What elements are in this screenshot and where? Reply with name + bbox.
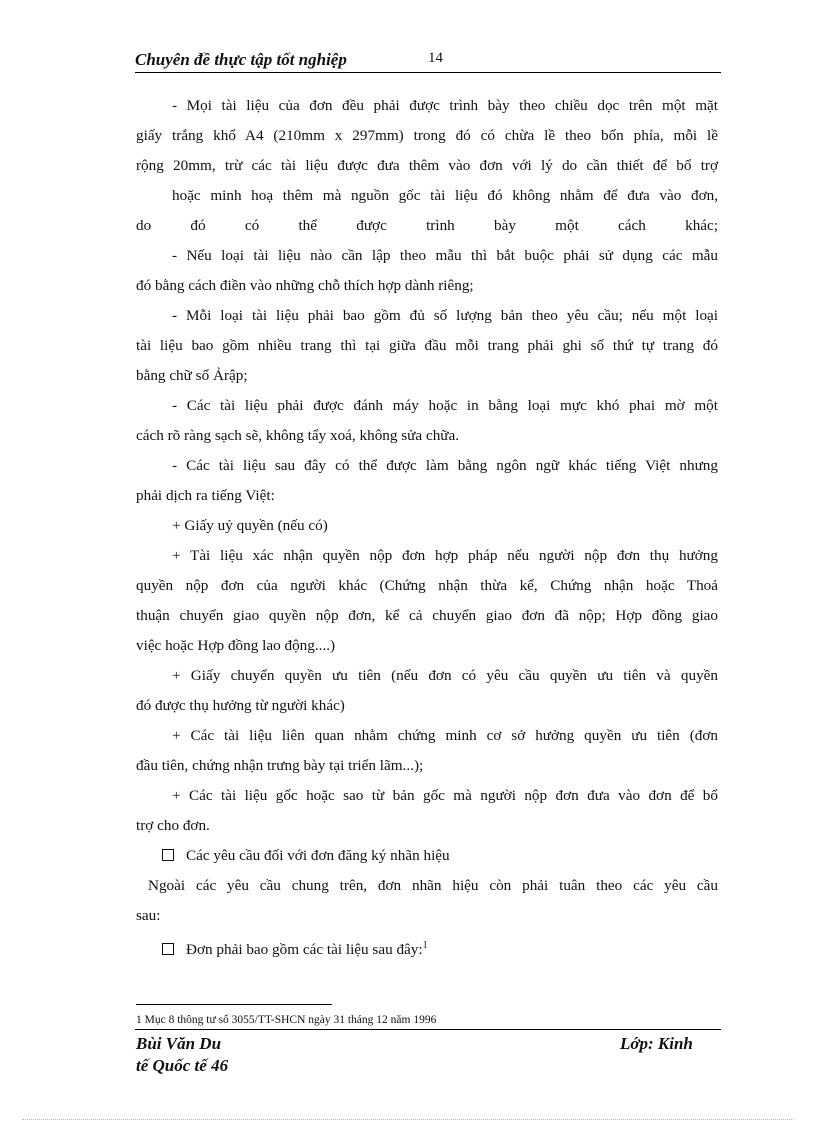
body-line: - Nếu loại tài liệu nào cần lập theo mẫu thì bắt buộc phải sử dụng các mẫu xyxy=(172,247,718,264)
footer-class-label: Lớp: Kinh xyxy=(620,1034,693,1053)
body-line: cách rõ ràng sạch sẽ, không tẩy xoá, không sửa chữa. xyxy=(136,427,460,444)
footnote-text: 1 Mục 8 thông tư số 3055/TT-SHCN ngày 31 tháng 12 năm 1996 xyxy=(136,1014,437,1026)
body-line: + Các tài liệu liên quan nhằm chứng minh cơ sở hưởng quyền ưu tiên (đơn xyxy=(172,727,718,744)
body-line: + Giấy uỷ quyền (nếu có) xyxy=(172,517,328,534)
footer-divider xyxy=(135,1029,721,1030)
body-line: + Các tài liệu gốc hoặc sao từ bản gốc mà người nộp đơn đưa vào đơn để bổ xyxy=(172,787,718,804)
body-line: + Giấy chuyển quyền ưu tiên (nếu đơn có yêu cầu quyền ưu tiên và quyền xyxy=(172,667,718,684)
body-line: phải dịch ra tiếng Việt: xyxy=(136,487,275,504)
body-line: - Các tài liệu sau đây có thể được làm bằng ngôn ngữ khác tiếng Việt nhưng xyxy=(172,457,718,474)
footer-author: Bùi Văn Du xyxy=(136,1034,222,1053)
body-line: trợ cho đơn. xyxy=(136,817,210,834)
body-line: đó được thụ hưởng từ người khác) xyxy=(136,697,345,714)
body-line: - Mỗi loại tài liệu phải bao gồm đủ số lượng bản theo yêu cầu; nếu một loại xyxy=(172,307,718,324)
list-item xyxy=(162,846,744,866)
body-line: đó bằng cách điền vào những chỗ thích hợp dành riêng; xyxy=(136,277,474,294)
body-line: thuận chuyển giao quyền nộp đơn, kể cả chuyển giao đơn đã nộp; Hợp đồng giao xyxy=(136,607,718,624)
body-line: giấy trắng khổ A4 (210mm x 297mm) trong đó có chừa lề theo bốn phía, mỗi lề xyxy=(136,127,718,144)
body-line: đầu tiên, chứng nhận trưng bày tại triển lãm...); xyxy=(136,757,424,774)
footnote-reference: 1 xyxy=(422,940,428,951)
document-header-title: Chuyên đề thực tập tốt nghiệp xyxy=(135,50,347,69)
body-line: việc hoặc Hợp đồng lao động....) xyxy=(136,637,336,654)
body-line: rộng 20mm, trừ các tài liệu được đưa thêm vào đơn với lý do cần thiết để bổ trợ xyxy=(136,157,718,174)
checkbox-bullet-icon xyxy=(162,943,174,955)
page-number: 14 xyxy=(428,50,443,66)
body-line: - Mọi tài liệu của đơn đều phải được trình bày theo chiều dọc trên một mặt xyxy=(172,97,718,114)
header-divider xyxy=(135,72,721,73)
body-line: Đơn phải bao gồm các tài liệu sau đây: xyxy=(186,941,423,959)
body-line: hoặc minh hoạ thêm mà nguồn gốc tài liệu đó không nhằm để đưa vào đơn, xyxy=(172,187,718,204)
body-line: + Tài liệu xác nhận quyền nộp đơn hợp pháp nếu người nộp đơn thụ hưởng xyxy=(172,547,718,564)
body-line: sau: xyxy=(136,907,161,924)
body-line: tài liệu bao gồm nhiều trang thì tại giữa đầu mỗi trang phải ghi số thứ tự trang đó xyxy=(136,337,718,354)
body-line: bằng chữ số Ảrập; xyxy=(136,367,248,384)
body-line: quyền nộp đơn của người khác (Chứng nhận thừa kế, Chứng nhận hoặc Thoả xyxy=(136,577,718,594)
body-line: Ngoài các yêu cầu chung trên, đơn nhãn hiệu còn phải tuân theo các yêu cầu xyxy=(148,877,718,894)
page-edge-dots xyxy=(22,1119,794,1120)
checkbox-bullet-icon xyxy=(162,849,174,861)
list-item xyxy=(162,936,744,960)
section-heading: Các yêu cầu đối với đơn đăng ký nhãn hiệu xyxy=(186,847,450,864)
body-line: do đó có thể được trình bày một cách khác; xyxy=(136,217,718,234)
footnote-divider xyxy=(136,1004,332,1005)
body-line: - Các tài liệu phải được đánh máy hoặc in bằng loại mực khó phai mờ một xyxy=(172,397,718,414)
footer-class-continued: tế Quốc tế 46 xyxy=(136,1056,229,1075)
